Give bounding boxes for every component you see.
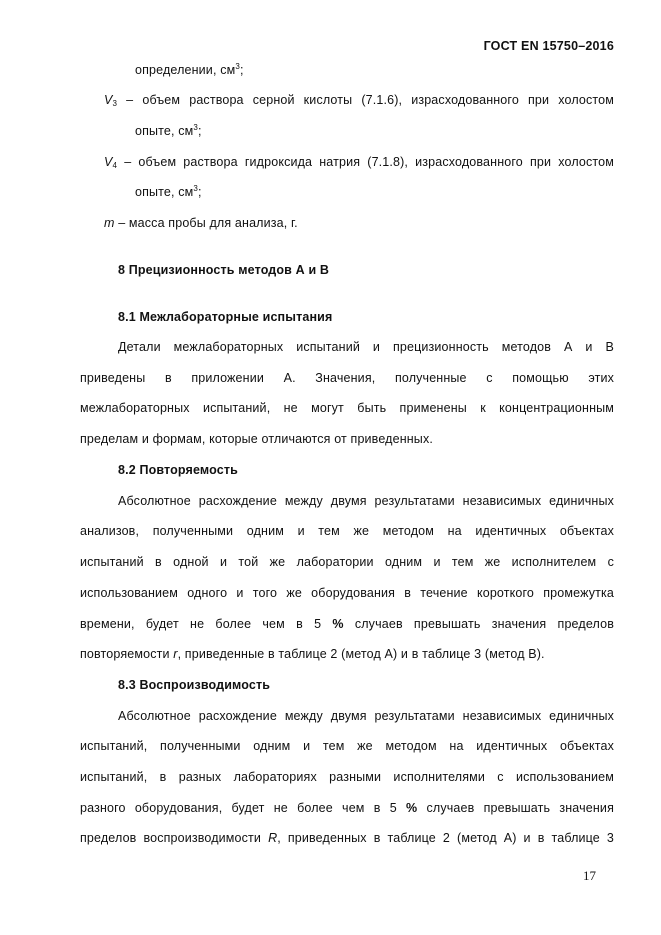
section-8-heading: 8 Прецизионность методов А и В [118, 263, 330, 277]
paragraph-line: Абсолютное расхождение между двумя результатами независимых единичных [118, 709, 614, 723]
section-8-1-heading: 8.1 Межлабораторные испытания [118, 310, 333, 324]
paragraph-line: приведены в приложении А. Значения, полученные с помощью этих [80, 371, 614, 385]
definition-continuation: определении, $см^3$; [135, 62, 244, 77]
paragraph-line: Абсолютное расхождение между двумя результатами независимых единичных [118, 494, 614, 508]
definition-v4-continuation: опыте, $см^3$; [135, 184, 202, 199]
paragraph-line: испытаний в одной и той же лаборатории одним и тем же исполнителем с [80, 555, 614, 569]
paragraph-line: пределов воспроизводимости R, приведенных в таблице 2 (метод А) и в таблице 3 [80, 831, 615, 845]
paragraph-line: времени, будет не более чем в 5 % случаев превышать значения пределов [80, 617, 614, 631]
paragraph-line: использованием одного и того же оборудования в течение короткого промежутка [80, 586, 614, 600]
paragraph-line: испытаний, в разных лабораториях разными исполнителями с использованием [80, 770, 614, 784]
definition-v3-continuation: опыте, $см^3$; [135, 123, 202, 138]
definition-v4: $V_4$ – объем раствора гидроксида натрия (7.1.8), израсходованного при холостом [104, 155, 614, 170]
definition-v3: $V_3$ – объем раствора серной кислоты (7.1.6), израсходованного при холостом [104, 93, 614, 108]
page-number: 17 [583, 868, 596, 883]
paragraph-line: пределам и формам, которые отличаются от приведенных. [80, 432, 433, 446]
paragraph-line: анализов, полученными одним и тем же методом на идентичных объектах [80, 524, 614, 538]
paragraph-line: межлабораторных испытаний, не могут быть применены к концентрационным [80, 401, 614, 415]
document-header: ГОСТ EN 15750–2016 [483, 39, 614, 53]
paragraph-line: разного оборудования, будет не более чем в 5 % случаев превышать значения [80, 801, 614, 815]
paragraph-line: повторяемости r, приведенные в таблице 2 (метод А) и в таблице 3 (метод В). [80, 647, 545, 661]
definition-m: m – масса пробы для анализа, г. [104, 216, 298, 230]
section-8-3-heading: 8.3 Воспроизводимость [118, 678, 271, 692]
paragraph-line: Детали межлабораторных испытаний и прецизионность методов А и В [118, 340, 614, 354]
section-8-2-heading: 8.2 Повторяемость [118, 463, 238, 477]
paragraph-line: испытаний, полученными одним и тем же методом на идентичных объектах [80, 739, 614, 753]
